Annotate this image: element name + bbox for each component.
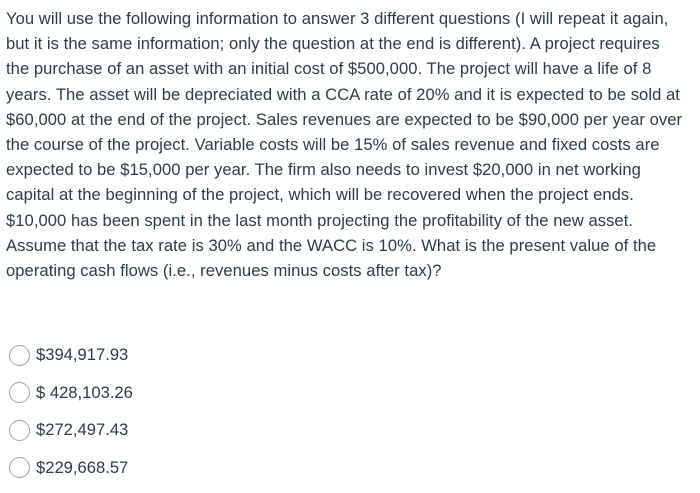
answer-label: $272,497.43	[36, 420, 129, 439]
answer-label: $ 428,103.26	[36, 382, 133, 402]
radio-button-icon[interactable]	[9, 420, 30, 441]
answer-options	[9, 343, 133, 493]
answer-option-4[interactable]	[9, 456, 133, 480]
question-text: You will use the following information to answer 3 different questions (I will repeat it again, but it is the same information; only the question at the end is different). A project requires the purchase of an asset with an initial cost of $500,000. The project will have a life of 8 years. The asset will be depreciated with a CCA rate of 20% and it is expected to be sold at $60,000 at the end of the project. Sales revenues are expected to be $90,000 per year over the course of the project. Variable costs will be 15% of sales revenue and fixed costs are expected to be $15,000 per year. The firm also needs to invest $20,000 in net working capital at the beginning of the project, which will be recovered when the project ends. $10,000 has been spent in the last month projecting the profitability of the new asset. Assume that the tax rate is 30% and the WACC is 10%. What is the present value of the operating cash flows (i.e., revenues minus costs after tax)?	[6, 9, 683, 281]
radio-button-icon[interactable]	[9, 457, 30, 478]
answer-option-1[interactable]	[9, 343, 133, 367]
radio-button-icon[interactable]	[9, 382, 30, 403]
answer-option-3[interactable]	[9, 418, 133, 442]
answer-option-2[interactable]	[9, 381, 133, 405]
answer-label: $229,668.57	[36, 457, 129, 477]
radio-button-icon[interactable]	[9, 345, 30, 366]
answer-label: $394,917.93	[36, 345, 129, 364]
